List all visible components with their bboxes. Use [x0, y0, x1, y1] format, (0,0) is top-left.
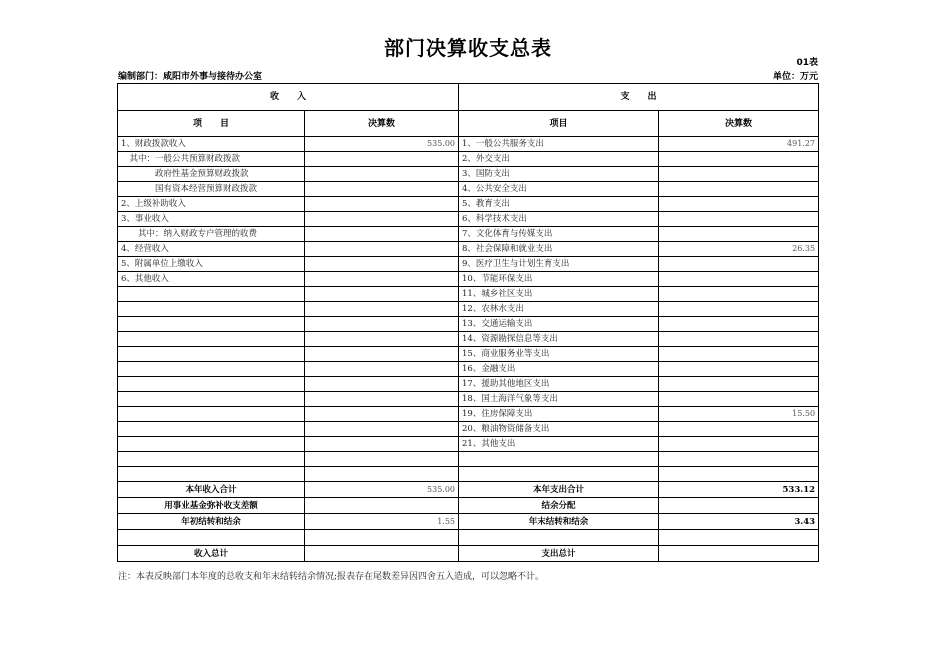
expense-amount-cell	[659, 452, 819, 467]
income-amount-cell	[305, 467, 459, 482]
expense-amount-cell	[659, 392, 819, 407]
expense-item-cell: 3、国防支出	[459, 167, 659, 182]
table-row	[118, 182, 819, 197]
income-item-cell	[118, 287, 305, 302]
expense-amount-header: 决算数	[659, 111, 819, 137]
expense-item-cell: 6、科学技术支出	[459, 212, 659, 227]
income-amount-cell	[305, 167, 459, 182]
table-row	[118, 437, 819, 452]
table-row	[118, 317, 819, 332]
expense-item-header: 项目	[459, 111, 659, 137]
expense-header: 支 出	[459, 84, 819, 111]
expense-amount-cell	[659, 257, 819, 272]
expense-amount-cell	[659, 377, 819, 392]
expense-amount-cell	[659, 362, 819, 377]
table-row	[118, 257, 819, 272]
expense-amount-cell	[659, 182, 819, 197]
expense-amount-cell	[659, 302, 819, 317]
expense-amount-cell	[659, 422, 819, 437]
expense-item-cell: 15、商业服务业等支出	[459, 347, 659, 362]
expense-item-cell: 9、医疗卫生与计划生育支出	[459, 257, 659, 272]
income-amount-cell	[305, 287, 459, 302]
income-item-cell	[118, 392, 305, 407]
income-summary-label: 年初结转和结余	[118, 514, 305, 530]
budget-summary-table	[117, 83, 819, 562]
income-item-cell: 5、附属单位上缴收入	[118, 257, 305, 272]
expense-amount-cell	[659, 152, 819, 167]
expense-amount-cell: 15.50	[659, 407, 819, 422]
expense-item-cell: 12、农林水支出	[459, 302, 659, 317]
table-row	[118, 362, 819, 377]
expense-item-cell	[459, 452, 659, 467]
income-item-cell	[118, 467, 305, 482]
expense-item-cell	[459, 467, 659, 482]
expense-item-cell: 16、金融支出	[459, 362, 659, 377]
table-row	[118, 407, 819, 422]
table-row	[118, 197, 819, 212]
income-summary-amount	[305, 530, 459, 546]
expense-amount-cell	[659, 332, 819, 347]
expense-summary-label: 结余分配	[459, 498, 659, 514]
expense-item-cell: 13、交通运输支出	[459, 317, 659, 332]
income-item-cell: 4、经营收入	[118, 242, 305, 257]
income-amount-cell	[305, 212, 459, 227]
table-row	[118, 287, 819, 302]
table-row	[118, 302, 819, 317]
income-item-cell	[118, 347, 305, 362]
expense-amount-cell	[659, 317, 819, 332]
expense-item-cell: 7、文化体育与传媒支出	[459, 227, 659, 242]
income-item-cell	[118, 437, 305, 452]
expense-summary-amount	[659, 530, 819, 546]
expense-amount-cell: 491.27	[659, 137, 819, 152]
expense-summary-amount: 533.12	[659, 482, 819, 498]
column-header-row	[118, 111, 819, 137]
expense-amount-cell	[659, 347, 819, 362]
expense-amount-cell	[659, 197, 819, 212]
income-amount-cell	[305, 437, 459, 452]
income-item-cell: 其中：纳入财政专户管理的收费	[118, 227, 305, 242]
income-amount-cell	[305, 257, 459, 272]
income-amount-cell	[305, 272, 459, 287]
income-item-cell: 政府性基金预算财政拨款	[118, 167, 305, 182]
income-summary-label: 收入总计	[118, 546, 305, 562]
table-row	[118, 227, 819, 242]
expense-item-cell: 19、住房保障支出	[459, 407, 659, 422]
table-row	[118, 137, 819, 152]
table-row	[118, 242, 819, 257]
table-row	[118, 332, 819, 347]
summary-row	[118, 530, 819, 546]
income-amount-cell	[305, 392, 459, 407]
expense-amount-cell	[659, 167, 819, 182]
income-amount-cell	[305, 422, 459, 437]
income-amount-cell	[305, 317, 459, 332]
footnote: 注：本表反映部门本年度的总收支和年末结转结余情况;报表存在尾数差异因四舍五入造成，可以忽略不计。	[118, 572, 545, 582]
income-item-cell	[118, 407, 305, 422]
income-item-header: 项 目	[118, 111, 305, 137]
income-item-cell	[118, 332, 305, 347]
expense-summary-label: 年末结转和结余	[459, 514, 659, 530]
expense-item-cell: 18、国土海洋气象等支出	[459, 392, 659, 407]
income-item-cell	[118, 317, 305, 332]
summary-row	[118, 482, 819, 498]
page-title: 部门决算收支总表	[384, 36, 552, 60]
income-summary-label	[118, 530, 305, 546]
table-row	[118, 212, 819, 227]
income-amount-header: 决算数	[305, 111, 459, 137]
income-item-cell	[118, 377, 305, 392]
expense-amount-cell	[659, 212, 819, 227]
expense-item-cell: 17、援助其他地区支出	[459, 377, 659, 392]
income-summary-amount	[305, 498, 459, 514]
expense-item-cell: 11、城乡社区支出	[459, 287, 659, 302]
expense-item-cell: 20、粮油物资储备支出	[459, 422, 659, 437]
income-item-cell: 6、其他收入	[118, 272, 305, 287]
income-item-cell: 2、上级补助收入	[118, 197, 305, 212]
income-amount-cell	[305, 362, 459, 377]
table-row	[118, 152, 819, 167]
department-label: 编制部门：咸阳市外事与接待办公室	[118, 72, 263, 82]
income-item-cell: 其中：一般公共预算财政拨款	[118, 152, 305, 167]
income-summary-amount: 1.55	[305, 514, 459, 530]
expense-amount-cell	[659, 227, 819, 242]
summary-row	[118, 498, 819, 514]
income-item-cell: 1、财政拨款收入	[118, 137, 305, 152]
income-summary-amount	[305, 546, 459, 562]
expense-summary-label	[459, 530, 659, 546]
unit-label: 单位：万元	[772, 72, 818, 82]
expense-summary-label: 支出总计	[459, 546, 659, 562]
table-row	[118, 422, 819, 437]
income-amount-cell	[305, 242, 459, 257]
expense-item-cell: 1、一般公共服务支出	[459, 137, 659, 152]
summary-row	[118, 514, 819, 530]
table-row	[118, 467, 819, 482]
income-amount-cell	[305, 302, 459, 317]
expense-summary-amount	[659, 498, 819, 514]
table-row	[118, 272, 819, 287]
expense-amount-cell	[659, 287, 819, 302]
expense-item-cell: 5、教育支出	[459, 197, 659, 212]
income-amount-cell	[305, 377, 459, 392]
income-summary-amount: 535.00	[305, 482, 459, 498]
income-item-cell	[118, 452, 305, 467]
income-amount-cell	[305, 227, 459, 242]
table-row	[118, 167, 819, 182]
expense-amount-cell	[659, 272, 819, 287]
income-item-cell: 国有资本经营预算财政拨款	[118, 182, 305, 197]
income-item-cell: 3、事业收入	[118, 212, 305, 227]
income-amount-cell: 535.00	[305, 137, 459, 152]
expense-summary-label: 本年支出合计	[459, 482, 659, 498]
expense-item-cell: 4、公共安全支出	[459, 182, 659, 197]
income-summary-label: 用事业基金弥补收支差额	[118, 498, 305, 514]
expense-amount-cell: 26.35	[659, 242, 819, 257]
expense-amount-cell	[659, 467, 819, 482]
income-item-cell	[118, 422, 305, 437]
table-number: 01表	[796, 58, 818, 68]
expense-item-cell: 10、节能环保支出	[459, 272, 659, 287]
expense-item-cell: 21、其他支出	[459, 437, 659, 452]
income-amount-cell	[305, 152, 459, 167]
expense-item-cell: 8、社会保障和就业支出	[459, 242, 659, 257]
income-item-cell	[118, 302, 305, 317]
income-amount-cell	[305, 407, 459, 422]
income-header: 收 入	[118, 84, 459, 111]
income-summary-label: 本年收入合计	[118, 482, 305, 498]
income-amount-cell	[305, 197, 459, 212]
summary-row	[118, 546, 819, 562]
table-row	[118, 452, 819, 467]
expense-summary-amount	[659, 546, 819, 562]
table-header-row	[118, 84, 819, 111]
income-item-cell	[118, 362, 305, 377]
income-amount-cell	[305, 182, 459, 197]
expense-item-cell: 2、外交支出	[459, 152, 659, 167]
expense-amount-cell	[659, 437, 819, 452]
table-row	[118, 392, 819, 407]
table-row	[118, 377, 819, 392]
expense-item-cell: 14、资源勘探信息等支出	[459, 332, 659, 347]
expense-summary-amount: 3.43	[659, 514, 819, 530]
income-amount-cell	[305, 347, 459, 362]
table-row	[118, 347, 819, 362]
income-amount-cell	[305, 332, 459, 347]
income-amount-cell	[305, 452, 459, 467]
